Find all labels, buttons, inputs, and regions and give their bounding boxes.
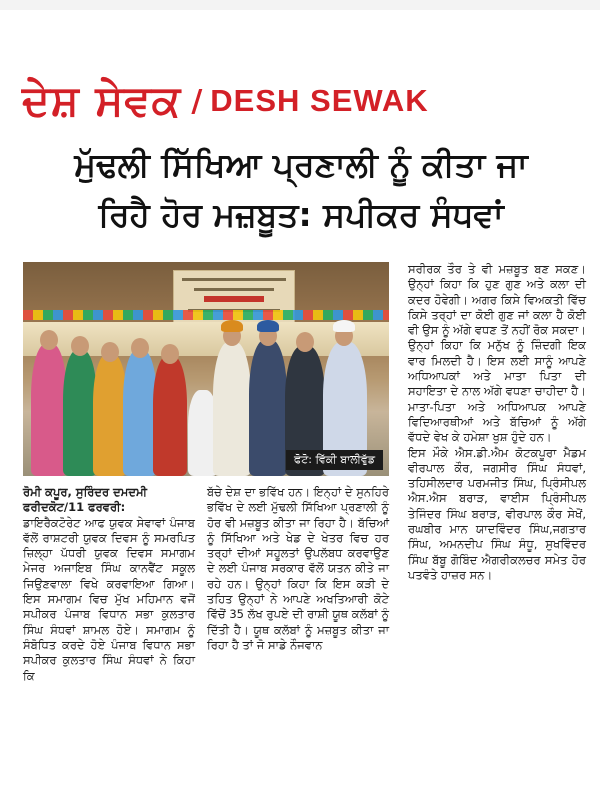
photo-credit-caption: ਫੋਟੋ: ਵਿੱਕੀ ਬਾਲੀਵੁੱਡ [286, 450, 383, 470]
article-text-left: ਡਾਇਰੈਕਟੋਰੇਟ ਆਫ ਯੁਵਕ ਸੇਵਾਵਾਂ ਪੰਜਾਬ ਵੱਲੋਂ ਰਾਸ਼ਟਰੀ ਯੁਵਕ ਦਿਵਸ ਨੂੰ ਸਮਰਪਿਤ ਜ਼ਿਲ੍ਹਾ ਪੱਧਰੀ ਯੁਵਕ ਦਿਵਸ ਸਮਾਗਮ ਮੇਜਰ ਅਜਾਇਬ ਸਿੰਘ ਕਾਨਵੈਂਟ ਸਕੂਲ ਜਿਉਣਵਾਲਾ ਵਿਖੇ ਕਰਵਾਇਆ ਗਿਆ। ਇਸ ਸਮਾਗਮ ਵਿਚ ਮੁੱਖ ਮਹਿਮਾਨ ਵਜੋਂ ਸਪੀਕਰ ਪੰਜਾਬ ਵਿਧਾਨ ਸਭਾ ਕੁਲਤਾਰ ਸਿੰਘ ਸੰਧਵਾਂ ਸ਼ਾਮਲ ਹੋਏ। ਸਮਾਗਮ ਨੂੰ ਸੰਬੋਧਿਤ ਕਰਦੇ ਹੋਏ ਪੰਜਾਬ ਵਿਧਾਨ ਸਭਾ ਸਪੀਕਰ ਕੁਲਤਾਰ ਸਿੰਘ ਸੰਧਵਾਂ ਨੇ ਕਿਹਾ ਕਿ [23, 515, 195, 683]
article-column-right [408, 262, 586, 583]
article-dateline: ਫਰੀਦਕੋਟ/11 ਫਰਵਰੀ: [23, 500, 126, 515]
article-column-left [23, 485, 195, 684]
article-text-right-2: ਇਸ ਮੌਕੇ ਐਸ.ਡੀ.ਐਮ ਕੋਟਕਪੂਰਾ ਮੈਡਮ ਵੀਰਪਾਲ ਕੌਰ, ਜਗਸੀਰ ਸਿੰਘ ਸੰਧਵਾਂ, ਤਹਿਸੀਲਦਾਰ ਪਰਮਜੀਤ ਸਿੰਘ, ਪ੍ਰਿੰਸੀਪਲ ਐਸ.ਐਸ ਬਰਾੜ, ਵਾਈਸ ਪ੍ਰਿੰਸੀਪਲ ਤੇਜਿੰਦਰ ਸਿੰਘ ਬਰਾੜ, ਵੀਰਪਾਲ ਕੌਰ ਸੇਖੋਂ, ਰਘਬੀਰ ਮਾਨ ਯਾਦਵਿੰਦਰ ਸਿੰਘ,ਜਗਤਾਰ ਸਿੰਘ, ਅਮਨਦੀਪ ਸਿੰਘ ਸੰਧੂ, ਸੁਖਵਿੰਦਰ ਸਿੰਘ ਬੱਬੂ ਗੋਬਿੰਦ ਐਗਰੀਕਲਚਰ ਸਮੇਤ ਹੋਰ ਪਤਵੰਤੇ ਹਾਜ਼ਰ ਸਨ। [408, 445, 586, 582]
headline-line-1: ਮੁੱਢਲੀ ਸਿੱਖਿਆ ਪ੍ਰਣਾਲੀ ਨੂੰ ਕੀਤਾ ਜਾ [74, 145, 528, 184]
page-top-edge [0, 0, 600, 10]
article-text-right-1: ਸਰੀਰਕ ਤੌਰ ਤੇ ਵੀ ਮਜ਼ਬੂਤ ਬਣ ਸਕਣ। ਉਨ੍ਹਾਂ ਕਿਹਾ ਕਿ ਹੁਣ ਗੁਣ ਅਤੇ ਕਲਾ ਦੀ ਕਦਰ ਹੋਵੇਗੀ। ਅਗਰ ਕਿਸੇ ਵਿਅਕਤੀ ਵਿੱਚ ਕਿਸੇ ਤਰ੍ਹਾਂ ਦਾ ਕੋਈ ਗੁਣ ਜਾਂ ਕਲਾ ਹੈ ਕੋਈ ਵੀ ਉਸ ਨੂੰ ਅੱਗੇ ਵਧਣ ਤੋਂ ਨਹੀਂ ਰੋਕ ਸਕਦਾ। ਉਨ੍ਹਾਂ ਕਿਹਾ ਕਿ ਮਨੁੱਖ ਨੂੰ ਜ਼ਿੰਦਗੀ ਇਕ ਵਾਰ ਮਿਲਦੀ ਹੈ। ਇਸ ਲਈ ਸਾਨੂੰ ਆਪਣੇ ਅਧਿਆਪਕਾਂ ਅਤੇ ਮਾਤਾ ਪਿਤਾ ਦੀ ਸਹਾਇਤਾ ਦੇ ਨਾਲ ਅੱਗੇ ਵਧਣਾ ਚਾਹੀਦਾ ਹੈ। ਮਾਤਾ-ਪਿਤਾ ਅਤੇ ਅਧਿਆਪਕ ਆਪਣੇ ਵਿਦਿਆਰਥੀਆਂ ਅਤੇ ਬੱਚਿਆਂ ਨੂੰ ਅੱਗੇ ਵੱਧਦੇ ਵੇਖ ਕੇ ਹਮੇਸ਼ਾ ਖੁਸ਼ ਹੁੰਦੇ ਹਨ। [408, 262, 586, 445]
article-byline: ਰੋਮੀ ਕਪੂਰ, ਸੁਰਿੰਦਰ ਦਮਦਮੀ [23, 485, 147, 499]
event-photo [23, 262, 389, 476]
article-column-middle [207, 485, 389, 653]
masthead-punjabi-name: ਦੇਸ਼ ਸੇਵਕ [22, 76, 182, 125]
headline-line-2: ਰਿਹੈ ਹੋਰ ਮਜ਼ਬੂਤ: ਸਪੀਕਰ ਸੰਧਵਾਂ [98, 195, 504, 234]
article-headline [16, 140, 586, 240]
decorative-bunting [23, 310, 389, 320]
newspaper-masthead [22, 72, 597, 130]
masthead-english-name: DESH SEWAK [210, 83, 429, 118]
article-text-middle: ਬੱਚੇ ਦੇਸ਼ ਦਾ ਭਵਿੱਖ ਹਨ। ਇਨ੍ਹਾਂ ਦੇ ਸੁਨਹਿਰੇ ਭਵਿੱਖ ਦੇ ਲਈ ਮੁੱਢਲੀ ਸਿੱਖਿਆ ਪ੍ਰਣਾਲੀ ਨੂੰ ਹੋਰ ਵੀ ਮਜ਼ਬੂਤ ਕੀਤਾ ਜਾ ਰਿਹਾ ਹੈ। ਬੱਚਿਆਂ ਨੂੰ ਸਿੱਖਿਆ ਅਤੇ ਖੇਡ ਦੇ ਖੇਤਰ ਵਿਚ ਹਰ ਤਰ੍ਹਾਂ ਦੀਆਂ ਸਹੂਲਤਾਂ ਉਪਲੱਬਧ ਕਰਵਾਉਣ ਦੇ ਲਈ ਪੰਜਾਬ ਸਰਕਾਰ ਵੱਲੋਂ ਯਤਨ ਕੀਤੇ ਜਾ ਰਹੇ ਹਨ। ਉਨ੍ਹਾਂ ਕਿਹਾ ਕਿ ਇਸ ਕੜੀ ਦੇ ਤਹਿਤ ਉਨ੍ਹਾਂ ਨੇ ਆਪਣੇ ਅਖਤਿਆਰੀ ਕੋਟੇ ਵਿੱਚੋਂ 35 ਲੱਖ ਰੁਪਏ ਦੀ ਰਾਸ਼ੀ ਯੂਥ ਕਲੱਬਾਂ ਨੂੰ ਦਿੱਤੀ ਹੈ। ਯੂਥ ਕਲੱਬਾਂ ਨੂੰ ਮਜ਼ਬੂਤ ਕੀਤਾ ਜਾ ਰਿਹਾ ਹੈ ਤਾਂ ਜੋ ਸਾਡੇ ਨੌਜਵਾਨ [207, 485, 389, 652]
masthead-separator: / [191, 83, 203, 119]
